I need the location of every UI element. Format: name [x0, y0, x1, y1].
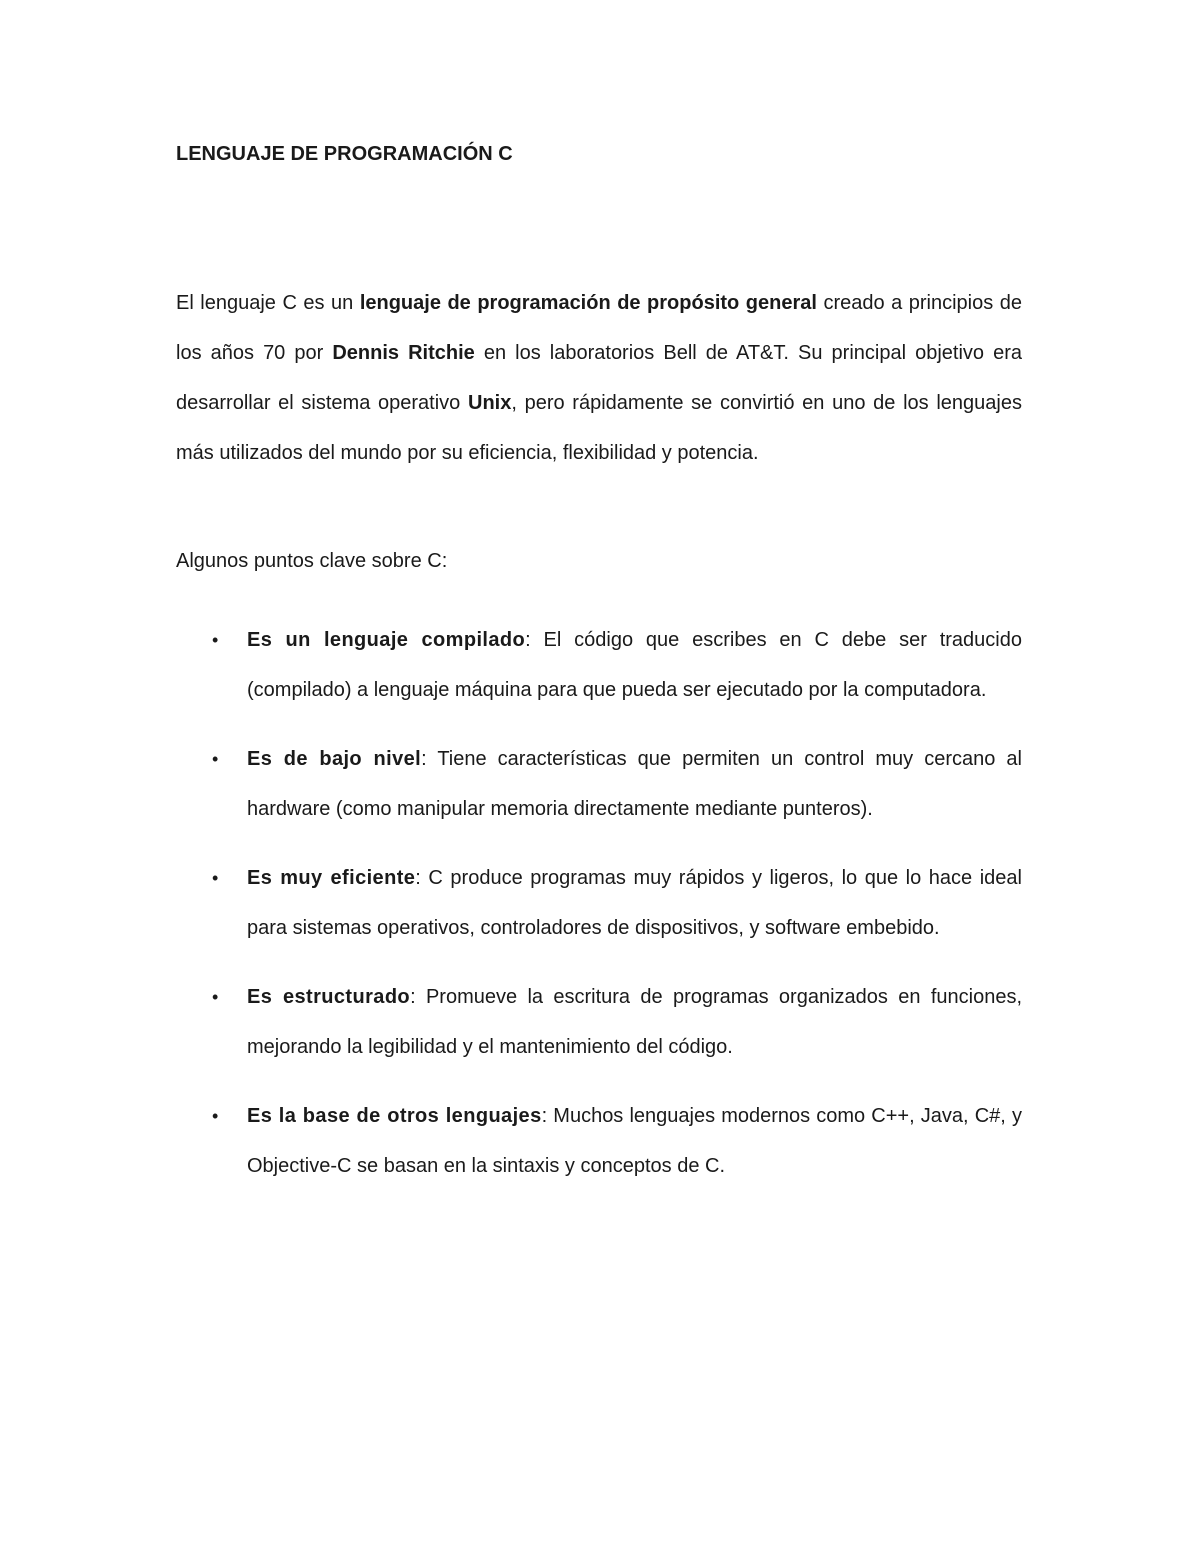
intro-text-3: en los laboratorios Bell de AT&T. Su principal objetivo era desarrollar el sistema operativo	[176, 342, 1022, 414]
point-term: Es estructurado	[247, 986, 411, 1008]
point-term: Es de bajo nivel	[247, 748, 422, 770]
bullet-icon: •	[212, 987, 219, 1007]
point-text: : C produce programas muy rápidos y ligeros, lo que lo hace ideal para sistemas operativos, controladores de dispositivos, y software embebido.	[247, 867, 1022, 939]
intro-bold-dennis-ritchie: Dennis Ritchie	[332, 342, 475, 364]
intro-bold-general-purpose: lenguaje de programación de propósito general	[359, 292, 817, 314]
list-item	[176, 853, 1022, 953]
point-text: : Tiene características que permiten un control muy cercano al hardware (como manipular memoria directamente mediante punteros).	[247, 748, 1022, 820]
intro-bold-unix: Unix	[468, 392, 512, 414]
key-points-lead: Algunos puntos clave sobre C:	[176, 550, 448, 572]
point-term: Es un lenguaje compilado	[247, 629, 526, 651]
point-text: : Muchos lenguajes modernos como C++, Java, C#, y Objective-C se basan en la sintaxis y conceptos de C.	[247, 1105, 1022, 1177]
intro-paragraph	[176, 278, 1022, 478]
bullet-icon: •	[212, 868, 219, 888]
bullet-icon: •	[212, 630, 219, 650]
point-text: : El código que escribes en C debe ser traducido (compilado) a lenguaje máquina para que pueda ser ejecutado por la computadora.	[247, 629, 1022, 701]
intro-text-4: , pero rápidamente se convirtió en uno de los lenguajes más utilizados del mundo por su eficiencia, flexibilidad y potencia.	[176, 392, 1022, 464]
intro-text-1: El lenguaje C es un	[176, 292, 360, 314]
intro-text-2: creado a principios de los años 70 por	[176, 292, 1022, 364]
list-item	[176, 615, 1022, 715]
key-points-list	[176, 615, 1022, 1210]
document-title: LENGUAJE DE PROGRAMACIÓN C	[176, 143, 513, 165]
bullet-icon: •	[212, 749, 219, 769]
point-text: : Promueve la escritura de programas organizados en funciones, mejorando la legibilidad y el mantenimiento del código.	[247, 986, 1022, 1058]
list-item	[176, 972, 1022, 1072]
point-term: Es la base de otros lenguajes	[247, 1105, 542, 1127]
list-item	[176, 1091, 1022, 1191]
point-term: Es muy eficiente	[247, 867, 416, 889]
bullet-icon: •	[212, 1106, 219, 1126]
list-item	[176, 734, 1022, 834]
